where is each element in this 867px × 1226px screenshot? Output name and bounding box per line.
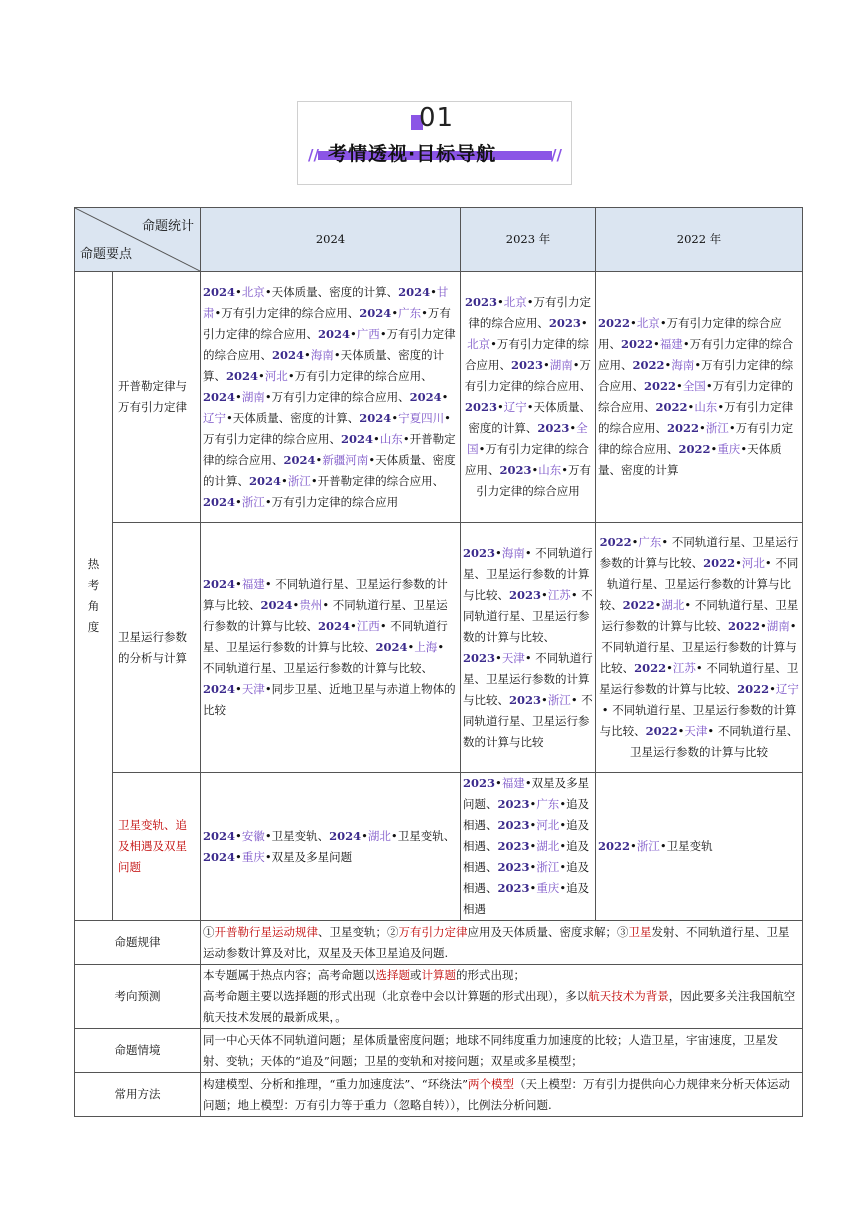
- cell-2023: [461, 523, 596, 773]
- entry-topic: 不同轨道行星、卫星运行参数的计算与比较: [203, 577, 448, 612]
- exam-entry: 2022•浙江•卫星变轨: [598, 839, 713, 853]
- entry-province: 重庆: [241, 849, 265, 864]
- entry-year: 2022: [678, 442, 711, 456]
- entry-topic: 天体质量、密度的计算: [271, 284, 387, 299]
- entry-year: 2023: [537, 421, 570, 435]
- topic-cell: 卫星运行参数的分析与计算: [113, 523, 201, 773]
- entry-province: 海南: [310, 347, 334, 362]
- entry-province: 湖北: [367, 828, 391, 843]
- exam-entry: 2024•山东•开普勒定律的综合应用、: [203, 431, 456, 467]
- entry-province: 辽宁: [203, 410, 226, 425]
- exam-entry: 2024•河北•万有引力定律的综合应用、: [226, 368, 433, 383]
- banner-slash-right: //: [551, 146, 562, 164]
- entry-topic: 不同轨道行星、卫星运行参数的计算与比较: [203, 661, 422, 675]
- entry-year: 2024: [318, 619, 351, 633]
- exam-entry: 2022•山东•万有引力定律的综合应用、: [598, 400, 794, 435]
- entry-topic: 万有引力定律的综合应用: [468, 295, 592, 330]
- entry-topic: 万有引力定律的综合应用: [464, 442, 589, 477]
- entry-province: 湖北: [661, 598, 685, 612]
- entry-year: 2022: [703, 556, 736, 570]
- exam-entry: 2022•福建•万有引力定律的综合应用、: [598, 337, 794, 372]
- entry-province: 浙江: [636, 839, 660, 853]
- entry-year: 2023: [464, 400, 497, 414]
- exam-entry: 2023•浙江• 不同轨道行星、卫星运行参数的计算与比较: [463, 692, 593, 749]
- entry-year: 2022: [598, 316, 631, 330]
- entry-province: 重庆: [536, 881, 560, 895]
- entry-year: 2023: [509, 587, 542, 602]
- entry-topic: 不同轨道行星、卫星运行参数的计算与比较: [630, 724, 799, 759]
- banner-slash-left: //: [308, 146, 319, 164]
- hot-char: 角: [87, 599, 100, 613]
- cell-2024: [201, 272, 461, 523]
- hot-angle-label: [75, 272, 113, 921]
- exam-entry: 2023•福建•双星及多星问题、: [463, 776, 590, 811]
- hot-char: 考: [87, 578, 100, 592]
- entry-year: 2023: [499, 463, 532, 477]
- forecast-text: ，因此要多关注我国航空航天技术发展的最新成果，。: [203, 989, 796, 1024]
- entry-year: 2022: [621, 337, 654, 351]
- entry-topic: 不同轨道行星、卫星运行参数的计算与比较: [463, 692, 593, 749]
- exam-entry: 2024•广西•万有引力定律的综合应用、: [203, 326, 456, 362]
- entry-topic: 万有引力定律的综合应用: [598, 379, 794, 414]
- entry-topic: 万有引力定律的综合应用: [203, 326, 456, 362]
- forecast-highlight: 选择题: [375, 968, 410, 982]
- entry-topic: 天体质量、密度的计算: [203, 347, 445, 383]
- exam-entry: 2023•天津• 不同轨道行星、卫星运行参数的计算与比较、: [463, 650, 593, 707]
- entry-year: 2024: [203, 284, 236, 299]
- exam-entry: 2024•上海• 不同轨道行星、卫星运行参数的计算与比较、: [203, 640, 445, 675]
- entry-year: 2024: [283, 452, 316, 467]
- entry-topic: 万有引力定律的综合应用: [598, 400, 794, 435]
- entry-province: 河北: [536, 818, 560, 832]
- exam-entry: 2024•贵州• 不同轨道行星、卫星运行参数的计算与比较、: [203, 598, 448, 633]
- entry-year: 2022: [599, 535, 632, 549]
- exam-entry: 2023•江苏• 不同轨道行星、卫星运行参数的计算与比较、: [463, 587, 593, 644]
- exam-entry: 2022•北京•万有引力定律的综合应用、: [598, 316, 782, 351]
- exam-entry: 2023•北京•万有引力定律的综合应用、: [464, 295, 592, 330]
- entry-province: 天津: [684, 724, 708, 738]
- exam-entry: 2023•湖南•万有引力定律的综合应用、: [464, 358, 592, 393]
- exam-entry: 2023•全国•万有引力定律的综合应用、: [464, 421, 589, 477]
- exam-entry: 2024•浙江•万有引力定律的综合应用: [203, 494, 399, 509]
- exam-entry: 2023•广东•追及相遇、: [463, 797, 590, 832]
- exam-entry: 2022•河北• 不同轨道行星、卫星运行参数的计算与比较、: [599, 556, 799, 612]
- law-highlight: 万有引力定律: [398, 924, 468, 939]
- banner-title: 考情透视·目标导航: [328, 143, 497, 165]
- entry-province: 广东: [638, 535, 662, 549]
- entry-year: 2024: [249, 473, 282, 488]
- exam-entry: 2022•浙江•万有引力定律的综合应用、: [598, 421, 794, 456]
- entry-province: 福建: [501, 776, 525, 790]
- entry-province: 浙江: [287, 473, 311, 488]
- topic-cell: 开普勒定律与万有引力定律: [113, 272, 201, 523]
- law-text: 发射、不同轨道行星、卫星运动参数计算及对比，双星及天体卫星追及问题.: [203, 924, 790, 960]
- entry-province: 福建: [659, 337, 683, 351]
- entry-province: 安徽: [241, 828, 265, 843]
- law-label: 命题规律: [75, 921, 201, 965]
- entry-province: 全国: [467, 421, 588, 456]
- exam-entry: 2022•全国•万有引力定律的综合应用、: [598, 379, 794, 414]
- law-text: 应用及天体质量、密度求解；③: [467, 924, 629, 939]
- entry-topic: 不同轨道行星、卫星运行参数的计算与比较: [599, 661, 799, 696]
- entry-topic: 万有引力定律的综合应用: [271, 389, 399, 404]
- entry-topic: 不同轨道行星、卫星运行参数的计算与比较: [599, 703, 797, 738]
- header-2024: 2024: [201, 208, 461, 272]
- entry-topic: 卫星变轨: [666, 839, 713, 853]
- banner-number: 01: [419, 103, 455, 133]
- exam-entry: 2024•天津•同步卫星、近地卫星与赤道上物体的比较: [203, 682, 456, 717]
- entry-topic: 不同轨道行星、卫星运行参数的计算与比较: [601, 598, 799, 633]
- entry-year: 2023: [510, 358, 543, 372]
- law-text: ①: [203, 924, 215, 939]
- exam-entry: 2023•辽宁•天体质量、密度的计算、: [464, 400, 592, 435]
- exam-analysis-table: [74, 207, 803, 1117]
- entry-topic: 万有引力定律的综合应用: [598, 316, 782, 351]
- entry-year: 2023: [497, 797, 530, 811]
- exam-entry: 2024•福建• 不同轨道行星、卫星运行参数的计算与比较、: [203, 577, 448, 612]
- hot-char: 度: [87, 620, 100, 634]
- entry-year: 2022: [727, 619, 760, 633]
- entry-province: 贵州: [299, 598, 323, 612]
- entry-topic: 不同轨道行星、卫星运行参数的计算与比较: [599, 556, 799, 612]
- entry-topic: 万有引力定律的综合应用: [271, 494, 399, 509]
- exam-entry: 2022•天津• 不同轨道行星、卫星运行参数的计算与比较: [630, 724, 799, 759]
- entry-year: 2022: [737, 682, 770, 696]
- entry-province: 浙江: [241, 494, 265, 509]
- law-content: [201, 921, 803, 965]
- forecast-text: 高考命题主要以选择题的形式出现（北京卷中会以计算题的形式出现），多以: [203, 989, 589, 1003]
- entry-topic: 追及相遇: [463, 797, 590, 832]
- cell-2023: [461, 773, 596, 921]
- exam-entry: 2024•江西• 不同轨道行星、卫星运行参数的计算与比较、: [203, 619, 448, 654]
- entry-province: 山东: [379, 431, 403, 446]
- exam-entry: 2022•海南•万有引力定律的综合应用、: [598, 358, 794, 393]
- situation-label: 命题情境: [75, 1029, 201, 1073]
- exam-entry: 2024•安徽•卫星变轨、: [203, 828, 330, 843]
- entry-province: 重庆: [717, 442, 741, 456]
- entry-province: 北京: [241, 284, 265, 299]
- header-point-label: 命题要点: [80, 247, 133, 262]
- entry-topic: 卫星变轨: [397, 828, 444, 843]
- entry-province: 河北: [741, 556, 765, 570]
- entry-province: 北京: [636, 316, 660, 330]
- entry-year: 2024: [398, 284, 431, 299]
- entry-topic: 追及相遇: [463, 881, 590, 916]
- method-highlight: 两个模型: [468, 1076, 515, 1091]
- exam-entry: 2024•浙江•开普勒定律的综合应用、: [249, 473, 445, 488]
- entry-province: 湖南: [766, 619, 790, 633]
- entry-province: 上海: [414, 640, 438, 654]
- cell-2024: [201, 773, 461, 921]
- entry-topic: 不同轨道行星、卫星运行参数的计算与比较: [463, 587, 593, 644]
- entry-province: 海南: [501, 545, 525, 560]
- entry-province: 江苏: [547, 587, 571, 602]
- entry-topic: 万有引力定律的综合应用: [203, 305, 451, 341]
- entry-topic: 万有引力定律的综合应用: [476, 463, 592, 498]
- exam-entry: 2024•海南•天体质量、密度的计算、: [203, 347, 445, 383]
- exam-entry: 2023•北京•万有引力定律的综合应用、: [464, 316, 589, 372]
- entry-year: 2022: [645, 724, 678, 738]
- cell-2022: [596, 272, 803, 523]
- entry-topic: 同步卫星、近地卫星与赤道上物体的比较: [203, 682, 456, 717]
- entry-year: 2024: [203, 577, 236, 591]
- entry-province: 新疆河南: [322, 452, 369, 467]
- entry-topic: 不同轨道行星、卫星运行参数的计算与比较: [203, 598, 448, 633]
- entry-province: 全国: [682, 379, 706, 393]
- exam-entry: 2024•重庆•双星及多星问题: [203, 849, 353, 864]
- entry-year: 2023: [464, 295, 497, 309]
- forecast-label: 考向预测: [75, 965, 201, 1029]
- exam-entry: 2024•广东•万有引力定律的综合应用、: [203, 305, 451, 341]
- exam-entry: 2024•新疆河南•天体质量、密度的计算、: [203, 452, 456, 488]
- entry-year: 2022: [644, 379, 677, 393]
- exam-entry: 2022•湖北• 不同轨道行星、卫星运行参数的计算与比较、: [601, 598, 799, 633]
- entry-year: 2024: [359, 305, 392, 320]
- entry-year: 2024: [203, 494, 236, 509]
- exam-entry: 2024•北京•天体质量、密度的计算、: [203, 284, 399, 299]
- entry-province: 山东: [694, 400, 718, 414]
- entry-year: 2023: [497, 839, 530, 853]
- entry-year: 2024: [318, 326, 351, 341]
- cell-2024: [201, 523, 461, 773]
- entry-year: 2023: [463, 650, 496, 665]
- entry-topic: 双星及多星问题: [463, 776, 590, 811]
- exam-entry: 2023•浙江•追及相遇、: [463, 860, 590, 895]
- entry-province: 天津: [241, 682, 265, 696]
- entry-topic: 天体质量、密度的计算: [203, 452, 456, 488]
- entry-topic: 不同轨道行星、卫星运行参数的计算与比较: [463, 650, 593, 707]
- entry-topic: 追及相遇: [463, 860, 590, 895]
- entry-year: 2024: [375, 640, 408, 654]
- entry-year: 2022: [655, 400, 688, 414]
- entry-province: 河北: [264, 368, 288, 383]
- entry-topic: 天体质量、密度的计算: [598, 442, 782, 477]
- method-text: （天上模型：万有引力提供向心力规律来分析天体运动问题；地上模型：万有引力等于重力（忽略自转）），比例法分析问题.: [203, 1076, 791, 1112]
- entry-topic: 万有引力定律的综合应用: [221, 305, 348, 320]
- entry-province: 江西: [356, 619, 380, 633]
- exam-entry: 2022•辽宁• 不同轨道行星、卫星运行参数的计算与比较、: [599, 682, 799, 738]
- header-diagonal-cell: [75, 208, 201, 272]
- entry-year: 2024: [409, 389, 442, 404]
- entry-province: 浙江: [547, 692, 571, 707]
- entry-province: 广东: [398, 305, 422, 320]
- entry-province: 甘肃: [203, 284, 449, 320]
- exam-entry: 2022•江苏• 不同轨道行星、卫星运行参数的计算与比较、: [599, 661, 799, 696]
- forecast-text: 本专题属于热点内容；高考命题以: [203, 968, 376, 982]
- entry-province: 福建: [241, 577, 265, 591]
- entry-topic: 万有引力定律的综合应用: [464, 337, 589, 372]
- entry-province: 山东: [538, 463, 562, 477]
- exam-entry: 2024•宁夏四川•万有引力定律的综合应用、: [203, 410, 451, 446]
- entry-province: 湖北: [536, 839, 560, 853]
- entry-topic: 不同轨道行星、卫星运行参数的计算与比较: [463, 545, 593, 602]
- hot-char: 热: [87, 557, 100, 571]
- method-text: 构建模型、分析和推理，“重力加速度法”、“环绕法”: [203, 1076, 469, 1091]
- entry-year: 2024: [203, 682, 236, 696]
- topic-cell: 卫星变轨、追及相遇及双星问题: [113, 773, 201, 921]
- exam-entry: 2024•湖北•卫星变轨、: [329, 828, 456, 843]
- exam-entry: 2023•山东•万有引力定律的综合应用: [476, 463, 592, 498]
- entry-year: 2022: [634, 661, 667, 675]
- exam-entry: 2023•海南• 不同轨道行星、卫星运行参数的计算与比较、: [463, 545, 593, 602]
- entry-topic: 追及相遇: [463, 839, 590, 874]
- forecast-highlight: 航天技术为背景: [588, 989, 669, 1003]
- entry-province: 江苏: [672, 661, 696, 675]
- entry-province: 辽宁: [503, 400, 527, 414]
- cell-2023: [461, 272, 596, 523]
- exam-entry: 2023•湖北•追及相遇、: [463, 839, 590, 874]
- entry-province: 北京: [467, 337, 491, 351]
- entry-topic: 卫星变轨: [271, 828, 318, 843]
- entry-province: 宁夏四川: [398, 410, 445, 425]
- entry-topic: 万有引力定律的综合应用: [203, 431, 330, 446]
- entry-year: 2023: [463, 776, 496, 790]
- entry-province: 辽宁: [775, 682, 799, 696]
- exam-entry: 2022•湖南• 不同轨道行星、卫星运行参数的计算与比较、: [599, 619, 797, 675]
- entry-year: 2023: [548, 316, 581, 330]
- entry-year: 2024: [272, 347, 305, 362]
- entry-year: 2024: [329, 828, 362, 843]
- entry-topic: 不同轨道行星、卫星运行参数的计算与比较: [599, 535, 799, 570]
- entry-year: 2023: [497, 860, 530, 874]
- header-2023: 2023 年: [461, 208, 596, 272]
- entry-topic: 万有引力定律的综合应用: [598, 337, 794, 372]
- forecast-text: 或: [410, 968, 422, 982]
- entry-topic: 追及相遇: [463, 818, 590, 853]
- section-banner: [297, 101, 572, 185]
- entry-province: 天津: [501, 650, 525, 665]
- entry-topic: 开普勒定律的综合应用: [317, 473, 433, 488]
- law-highlight: 卫星: [628, 924, 652, 939]
- entry-year: 2024: [203, 389, 236, 404]
- entry-year: 2023: [463, 545, 496, 560]
- entry-year: 2024: [260, 598, 293, 612]
- entry-year: 2023: [497, 818, 530, 832]
- entry-topic: 天体质量、密度的计算: [232, 410, 348, 425]
- entry-year: 2024: [203, 828, 236, 843]
- entry-year: 2022: [632, 358, 665, 372]
- law-highlight: 开普勒行星运动规律: [214, 924, 318, 939]
- method-label: 常用方法: [75, 1073, 201, 1117]
- law-text: 、卫星变轨；②: [318, 924, 399, 939]
- exam-entry: 2023•重庆•追及相遇: [463, 881, 590, 916]
- entry-province: 浙江: [536, 860, 560, 874]
- entry-topic: 万有引力定律的综合应用: [598, 358, 794, 393]
- entry-province: 广西: [356, 326, 380, 341]
- entry-topic: 开普勒定律的综合应用: [203, 431, 456, 467]
- header-stat-label: 命题统计: [141, 219, 194, 234]
- cell-2022: [596, 523, 803, 773]
- exam-entry: 2024•辽宁•天体质量、密度的计算、: [203, 389, 449, 425]
- forecast-content: [201, 965, 803, 1029]
- exam-entry: 2024•湖南•万有引力定律的综合应用、: [203, 389, 410, 404]
- entry-province: 浙江: [705, 421, 729, 435]
- entry-province: 湖南: [549, 358, 573, 372]
- header-2022: 2022 年: [596, 208, 803, 272]
- entry-year: 2022: [667, 421, 700, 435]
- entry-province: 北京: [503, 295, 527, 309]
- exam-entry: 2022•重庆•天体质量、密度的计算: [598, 442, 782, 477]
- entry-topic: 不同轨道行星、卫星运行参数的计算与比较: [203, 619, 448, 654]
- entry-province: 广东: [536, 797, 560, 811]
- entry-province: 海南: [671, 358, 695, 372]
- entry-year: 2023: [497, 881, 530, 895]
- situation-content: 同一中心天体不同轨道问题；星体质量密度问题；地球不同纬度重力加速度的比较；人造卫星，宇宙速度，卫星发射、变轨；天体的“追及”问题；卫星的变轨和对接问题；双星或多星模型；: [201, 1029, 803, 1073]
- entry-year: 2024: [203, 849, 236, 864]
- entry-year: 2022: [598, 839, 631, 853]
- entry-topic: 双星及多星问题: [271, 849, 353, 864]
- exam-entry: 2024•甘肃•万有引力定律的综合应用、: [203, 284, 449, 320]
- entry-year: 2022: [622, 598, 655, 612]
- cell-2022: [596, 773, 803, 921]
- entry-year: 2023: [509, 692, 542, 707]
- forecast-text: 的形式出现；: [456, 968, 525, 982]
- method-content: [201, 1073, 803, 1117]
- exam-entry: 2023•河北•追及相遇、: [463, 818, 590, 853]
- entry-topic: 万有引力定律的综合应用: [294, 368, 422, 383]
- exam-entry: 2022•广东• 不同轨道行星、卫星运行参数的计算与比较、: [599, 535, 799, 570]
- entry-year: 2024: [341, 431, 374, 446]
- entry-topic: 不同轨道行星、卫星运行参数的计算与比较: [599, 640, 797, 675]
- entry-topic: 万有引力定律的综合应用: [464, 358, 592, 393]
- entry-year: 2024: [226, 368, 259, 383]
- entry-topic: 天体质量、密度的计算: [468, 400, 592, 435]
- forecast-highlight: 计算题: [421, 968, 456, 982]
- entry-province: 湖南: [241, 389, 265, 404]
- entry-year: 2024: [359, 410, 392, 425]
- entry-topic: 万有引力定律的综合应用: [598, 421, 794, 456]
